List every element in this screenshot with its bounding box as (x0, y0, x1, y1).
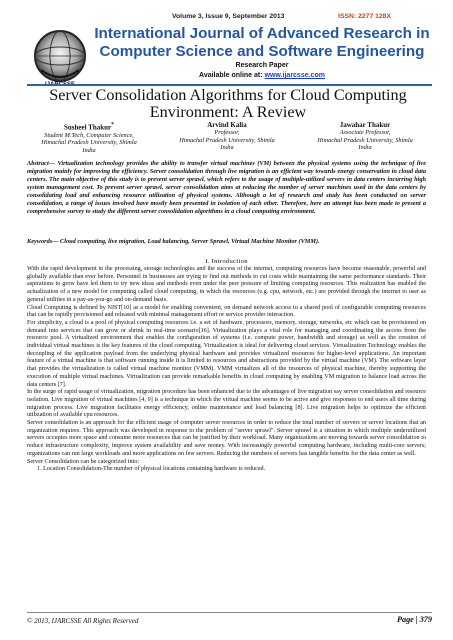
author-affiliation: India (82, 146, 96, 154)
paragraph: Server consolidation is an approach for the efficient usage of computer server resources in order to reduce the total number of servers or server locations that an organization requires. This approach was developed in response to the problem of "server sprawl". Server sprawl is a situation in which multiple underutilized servers occupies more space and consume more resources that can be justified by their workload. Many organizations are moving towards server consolidation to reduce infrastructure complexity, improve system availability and save money. With increasingly powerful computing hardware, including multi-core servers; organizations can run large workloads and more applications on few servers. Reducing the numbers of servers has tangible benefits for the data center as well. (27, 420, 426, 457)
available-label: Available online at: (199, 72, 265, 79)
body-text (27, 266, 426, 474)
author-block (20, 122, 434, 154)
author-affiliation: Himachal Pradesh University, Shimla (41, 139, 137, 147)
paper-title: Server Consolidation Algorithms for Cloud Computing Environment: A Review (49, 86, 407, 121)
author-3 (296, 122, 434, 154)
paragraph: In the surge of rapid usage of virtualization, migration procedure has been enhanced due to the advantages of live migration say server consolidation and resource isolation. Live migration of virtual machines [4, 9] is a technique in which the virtual machine seems to be active and give responses to end users all time during migration process. Live migration facilitates energy efficiency, online maintenance and load balancing [8]. Live migration helps to optimize the efficient utilization of available cpu resources. (27, 389, 426, 419)
paragraph: For simplicity, a cloud is a pool of physical computing resources i.e. a set of hardware, processors, memory, storage, networks, etc which can be provisioned on demand into services that can grow or shrink in real-time scenario[16]. Virtualization plays a vital role for managing and coordinating the access from the resource pool. A virtualized environment that enables the configuration of systems (i.e. compute power, bandwidth and storage) as well as the creation of individual virtual machines is the key features of the cloud computing. Virtualization is ideal for delivering cloud services. Virtualization Technology enables the decoupling of the application payload from the underlying physical hardware and provides virtualized resources for higher-level applications. An important feature of a virtual machine is that software running inside it is limited to resources and abstractions provided by the virtual machine (VM). The software layer that provides the virtualization is called virtual machine monitor (VMM). VMM virtualizes all of the resources of physical machine, thereby supporting the execution of multiple virtual machines. Virtualization can provide remarkable benefits in cloud computing by enabling VM migration to balance load across the data centers [7]. (27, 319, 426, 388)
issn: ISSN: 2277 128X (338, 13, 391, 20)
journal-url-link[interactable]: www.ijarcsse.com (264, 72, 325, 79)
author-affiliation: India (358, 144, 372, 152)
journal-logo (31, 28, 89, 88)
author-affiliation: Himachal Pradesh University, Shimla (317, 136, 413, 144)
author-affiliation: India (220, 144, 234, 152)
author-1 (20, 122, 158, 154)
paragraph: With the rapid development in the processing, storage technologies and the success of the internet, computing resources have become reasonable, powerful and globally available than ever before. Personnel in businesses are trying to find out methods to cut costs while maintaining the same performance standards. Their aspirations to grow have led them to try new ideas and methods even under the peer pressure of limiting computing resources. This realization has enabled the actualization of a new model for computing called cloud computing, in which the resources (e.g. cpu, network, etc.) are provided through the internet to user as general utilities in a pay-as-you-go and on-demand basis. (27, 266, 426, 303)
page-number: Page | 379 (396, 615, 432, 624)
abstract: Abstract— Virtualization technology provides the ability to transfer virtual machines (VM) between the physical systems using the technique of live migration mainly for improving the efficiency. Server consolidation through live migration is an efficient way towards energy conservation in cloud data centers. The main objective of this study is to prevent server sprawl, which refers to the usage of multiple-utilized servers in data centers incurring high system management cost. To prevent server sprawl, server consolidation aims at reducing the number of server machines used in the data centers by consolidating load and enhancing resource utilization of physical systems. Although a lot of research and study has been conducted on server consolidation, a range of issues involved have mostly been presented in isolation of each other. Therefore, here an attempt has been made to present a comprehensive survey to study the different server consolidation algorithms in a cloud computing environment. (27, 160, 426, 215)
author-name: Arvind Kalia (207, 121, 247, 129)
availability-line (92, 72, 432, 79)
footer-divider (27, 612, 432, 613)
paper-type: Research Paper (235, 62, 289, 69)
copyright: © 2013, IJARCSSE All Rights Reserved (27, 617, 139, 625)
list-item: 1. Location Consolidation-The number of physical locations containing hardware is reduced. (37, 466, 266, 473)
author-affiliation: Student M.Tech, Computer Science, (44, 131, 134, 139)
section-heading: I. Introduction (205, 258, 248, 265)
paragraph: Server Consolidation can be categorized into: (27, 458, 140, 465)
author-name: Jawahar Thakur (339, 121, 391, 129)
author-affiliation: Professor, (214, 129, 240, 137)
author-2 (158, 122, 296, 154)
author-affiliation: Himachal Pradesh University, Shimla (179, 136, 275, 144)
paragraph: Cloud Computing is defined by NIST[10] as a model for enabling convenient, on demand network access to a shared pool of configurable computing resources that can be rapidly provisioned and released with minimal management effort or service provider interaction. (27, 304, 426, 319)
volume-info: Volume 3, Issue 9, September 2013 (172, 13, 285, 20)
header-line (0, 13, 453, 25)
journal-title: International Journal of Advanced Research in Computer Science and Software Engineering (94, 25, 430, 60)
author-affiliation: Associate Professor, (339, 129, 391, 137)
keywords: Keywords— Cloud computing, live migration, Load balancing, Server Sprawl, Virtual Machine Monitor (VMM). (27, 238, 320, 245)
author-name: Susheel Thakur* (63, 122, 115, 132)
